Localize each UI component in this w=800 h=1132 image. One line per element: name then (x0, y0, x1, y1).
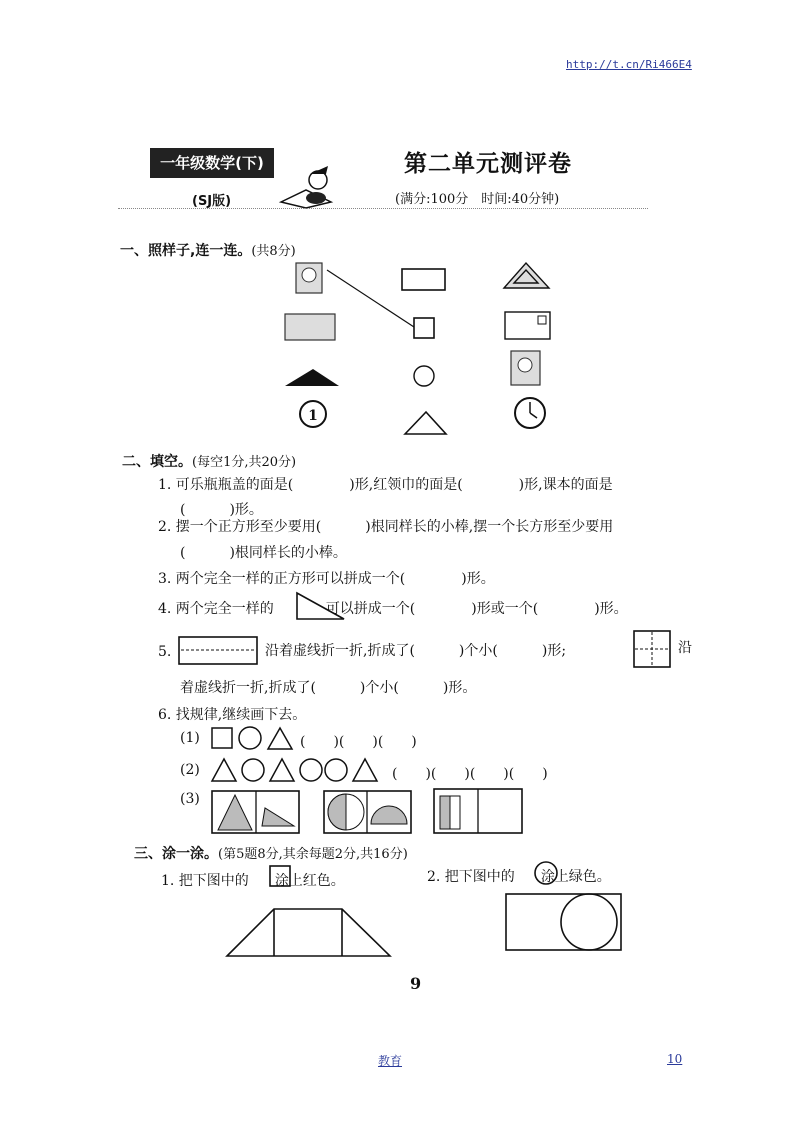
folded-rectangle-figure (178, 636, 260, 666)
footer-page-link[interactable]: 10 (667, 1052, 683, 1066)
right-triangle-figure (296, 591, 346, 621)
footer-link[interactable]: 教育 (378, 1054, 403, 1068)
folded-square-figure (633, 630, 673, 670)
black-triangle (285, 369, 339, 386)
question-2-6: 6. 找规律,继续画下去。 (158, 707, 307, 723)
rectangle-circle-figure (504, 892, 624, 954)
question-2-5-suffix: 沿 (678, 640, 692, 656)
pattern-2-shapes (210, 756, 390, 784)
pattern-1-shapes (210, 726, 300, 752)
section-2-heading: 二、填空。(每空1分,共20分) (122, 454, 297, 470)
question-2-2: 2. 摆一个正方形至少要用( )根同样长的小棒,摆一个长方形至少要用 (158, 519, 614, 535)
shape-square (414, 318, 434, 338)
pattern-2-blanks: ( )( )( )( ) (392, 766, 548, 782)
question-3-1: 1. 把下图中的 涂上红色。 (161, 873, 345, 889)
question-2-2-cont: ( )根同样长的小棒。 (180, 545, 347, 561)
section-3-heading: 三、涂一涂。(第5题8分,其余每题2分,共16分) (134, 846, 408, 862)
picture-set-square (504, 263, 549, 288)
grade-badge: 一年级数学(下) (150, 148, 274, 178)
trapezoid-figure (224, 906, 394, 958)
picture-banknote (285, 314, 335, 340)
question-2-1: 1. 可乐瓶瓶盖的面是( )形,红领巾的面是( )形,课本的面是 (158, 477, 613, 493)
pattern-2-label: (2) (180, 762, 200, 778)
shape-triangle (405, 412, 446, 434)
pattern-3-label: (3) (180, 791, 200, 807)
pattern-3-shapes (210, 786, 530, 836)
svg-text:1: 1 (308, 408, 318, 424)
page-number: 9 (410, 974, 422, 993)
page-title: 第二单元测评卷 (404, 151, 572, 177)
question-2-4: 4. 两个完全一样的 可以拼成一个( )形或一个( )形。 (158, 601, 628, 617)
matching-figures (0, 0, 800, 450)
question-2-5-number: 5. (158, 644, 172, 660)
question-2-5-cont: 着虚线折一折,折成了( )个小( )形。 (180, 680, 477, 696)
example-connect-line (327, 270, 414, 327)
shape-circle (414, 366, 434, 386)
question-2-5: 沿着虚线折一折,折成了( )个小( )形; (265, 643, 567, 659)
source-url[interactable]: http://t.cn/Ri466E4 (566, 58, 692, 71)
pattern-1-blanks: ( )( )( ) (300, 734, 417, 750)
shape-rectangle (402, 269, 445, 290)
question-2-1-cont: ( )形。 (180, 502, 263, 518)
exam-info: (满分:100分 时间:40分钟) (395, 192, 560, 207)
small-circle-icon (534, 861, 560, 887)
question-3-2: 2. 把下图中的 涂上绿色。 (427, 869, 611, 885)
section-1-heading: 一、照样子,连一连。(共8分) (120, 243, 296, 259)
pattern-1-label: (1) (180, 730, 200, 746)
edition-label: (SJ版) (192, 194, 232, 209)
question-2-3: 3. 两个完全一样的正方形可以拼成一个( )形。 (158, 571, 495, 587)
small-square-icon (269, 865, 293, 889)
